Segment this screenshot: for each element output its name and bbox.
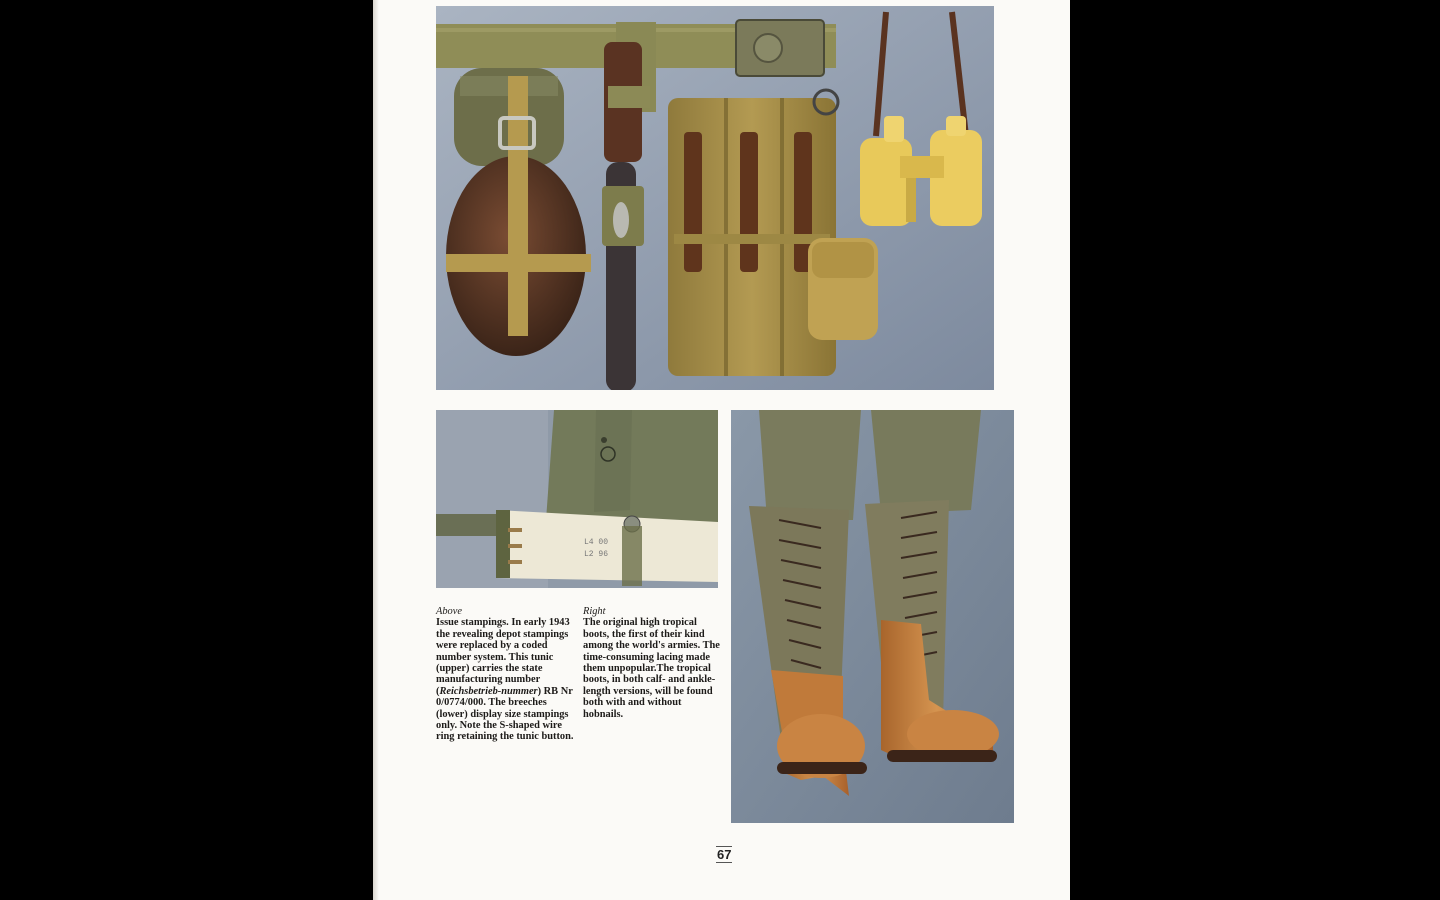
- caption-above-body: [436, 617, 574, 742]
- caption-above-heading: Above: [436, 606, 462, 617]
- caption-above-text-1: Issue stampings. In early 1943 the revealing depot stampings were replaced by a coded number system. This tunic (upper) carries the state manufacturing number (: [436, 617, 570, 697]
- caption-above: [436, 606, 574, 743]
- page-gutter-shadow: [373, 0, 379, 900]
- stamp-line-1: L4 00: [584, 538, 609, 547]
- tropical-equipment-photo: [436, 6, 994, 390]
- caption-right-body: The original high tropical boots, the first of their kind among the world's armies. The time-consuming lacing made them unpopular.The tropical boots, in both calf- and ankle-length versions, will be found both with and without hobnails.: [583, 617, 720, 720]
- stamp-line-2: L2 96: [584, 550, 609, 559]
- page-number: 67: [717, 847, 732, 862]
- book-page: [373, 0, 1070, 900]
- caption-right-heading: Right: [583, 606, 606, 617]
- caption-above-italic-term: Reichsbetrieb-nummer: [439, 685, 538, 697]
- tropical-boots-photo: [731, 410, 1014, 823]
- caption-above-text-2: ) RB Nr 0/0774/000. The breeches (lower) display size stampings only. Note the S-shaped wire ring retaining the tunic button.: [436, 685, 574, 743]
- caption-right: [583, 606, 721, 720]
- issue-stampings-photo: [436, 410, 718, 588]
